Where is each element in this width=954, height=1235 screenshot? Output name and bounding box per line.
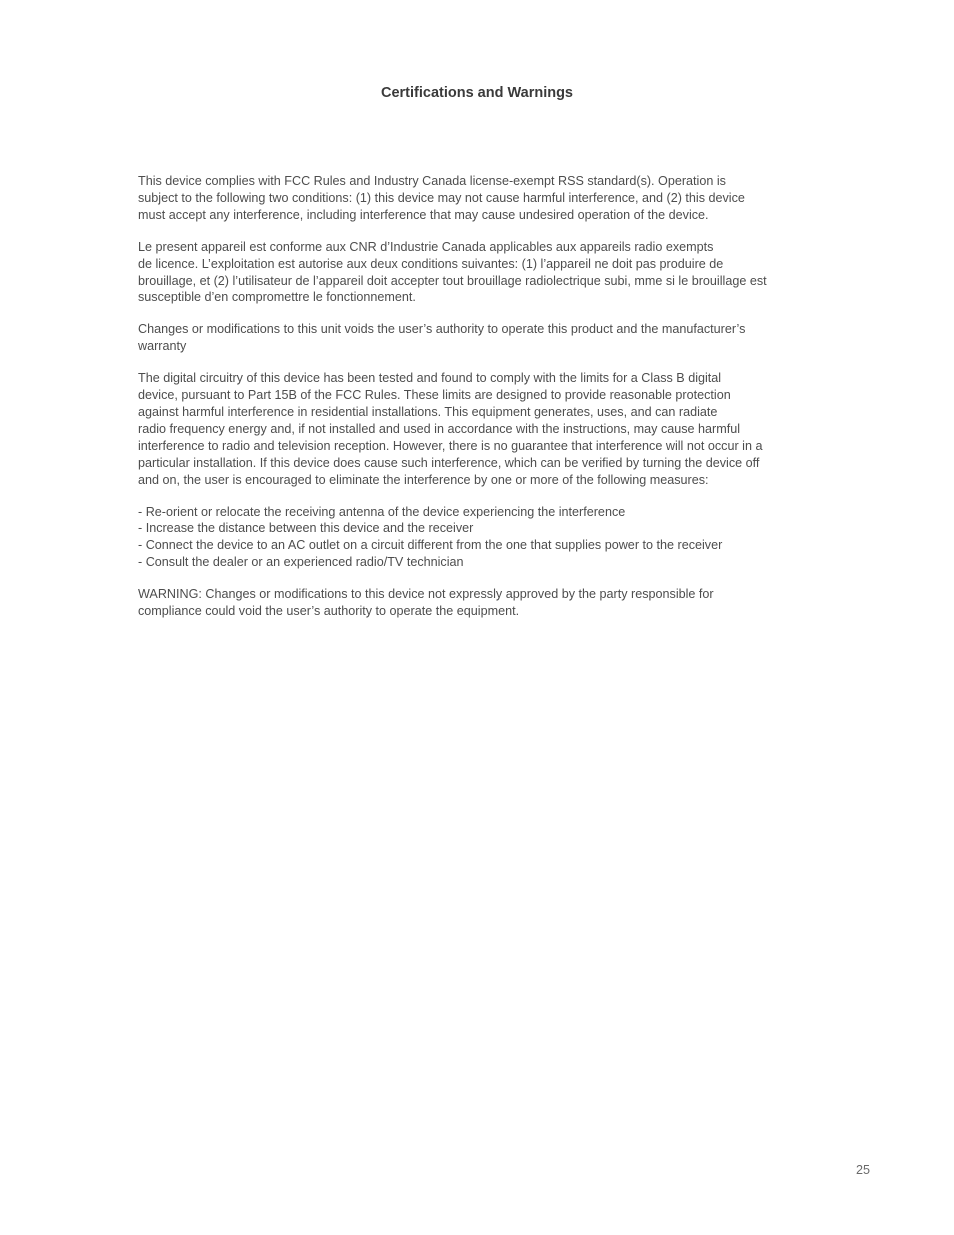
class-b-digital-paragraph: The digital circuitry of this device has been tested and found to comply with the limits for a Class B digital device, pursuant to Part 15B of the FCC Rules. These limits are designed to provide reasonable protection against harmful interference in residential installations. This equipment generates, uses, and can radiate radio frequency energy and, if not installed and used in accordance with the instructions, may cause harmful interference to radio and television reception. However, there is no guarantee that interference will not occur in a particular installation. If this device does cause such interference, which can be verified by turning the device off and on, the user is encouraged to eliminate the interference by one or more of the following measures: bbox=[138, 371, 763, 487]
list-item: - Connect the device to an AC outlet on a circuit different from the one that supplies power to the receiver bbox=[138, 538, 723, 553]
list-item: - Re-orient or relocate the receiving antenna of the device experiencing the interference bbox=[138, 504, 626, 519]
page-number: 25 bbox=[855, 1163, 870, 1177]
interference-measures-list bbox=[138, 504, 828, 572]
warning-paragraph: WARNING: Changes or modifications to this device not expressly approved by the party responsible for compliance could void the user’s authority to operate the equipment. bbox=[138, 587, 714, 619]
list-item: - Consult the dealer or an experienced radio/TV technician bbox=[138, 555, 464, 570]
page-title: Certifications and Warnings bbox=[380, 85, 573, 101]
list-item: - Increase the distance between this device and the receiver bbox=[138, 521, 474, 536]
industry-canada-french-paragraph: Le present appareil est conforme aux CNR d’Industrie Canada applicables aux appareils radio exempts de licence. L’exploitation est autorise aux deux conditions suivantes: (1) l’appareil ne doit pas produire de brouillage, et (2) l’utilisateur de l’appareil doit accepter tout brouillage radiolectrique subi, mme si le brouillage est susceptible d’en compromettre le fonctionnement. bbox=[138, 239, 767, 305]
fcc-compliance-paragraph: This device complies with FCC Rules and Industry Canada license-exempt RSS standard(s). Operation is subject to the following two conditions: (1) this device may not cause harmful interference, and (2) this device must accept any interference, including interference that may cause undesired operation of the device. bbox=[138, 174, 745, 222]
modifications-paragraph: Changes or modifications to this unit voids the user’s authority to operate this product and the manufacturer’s warranty bbox=[138, 322, 746, 354]
document-body bbox=[138, 173, 828, 635]
